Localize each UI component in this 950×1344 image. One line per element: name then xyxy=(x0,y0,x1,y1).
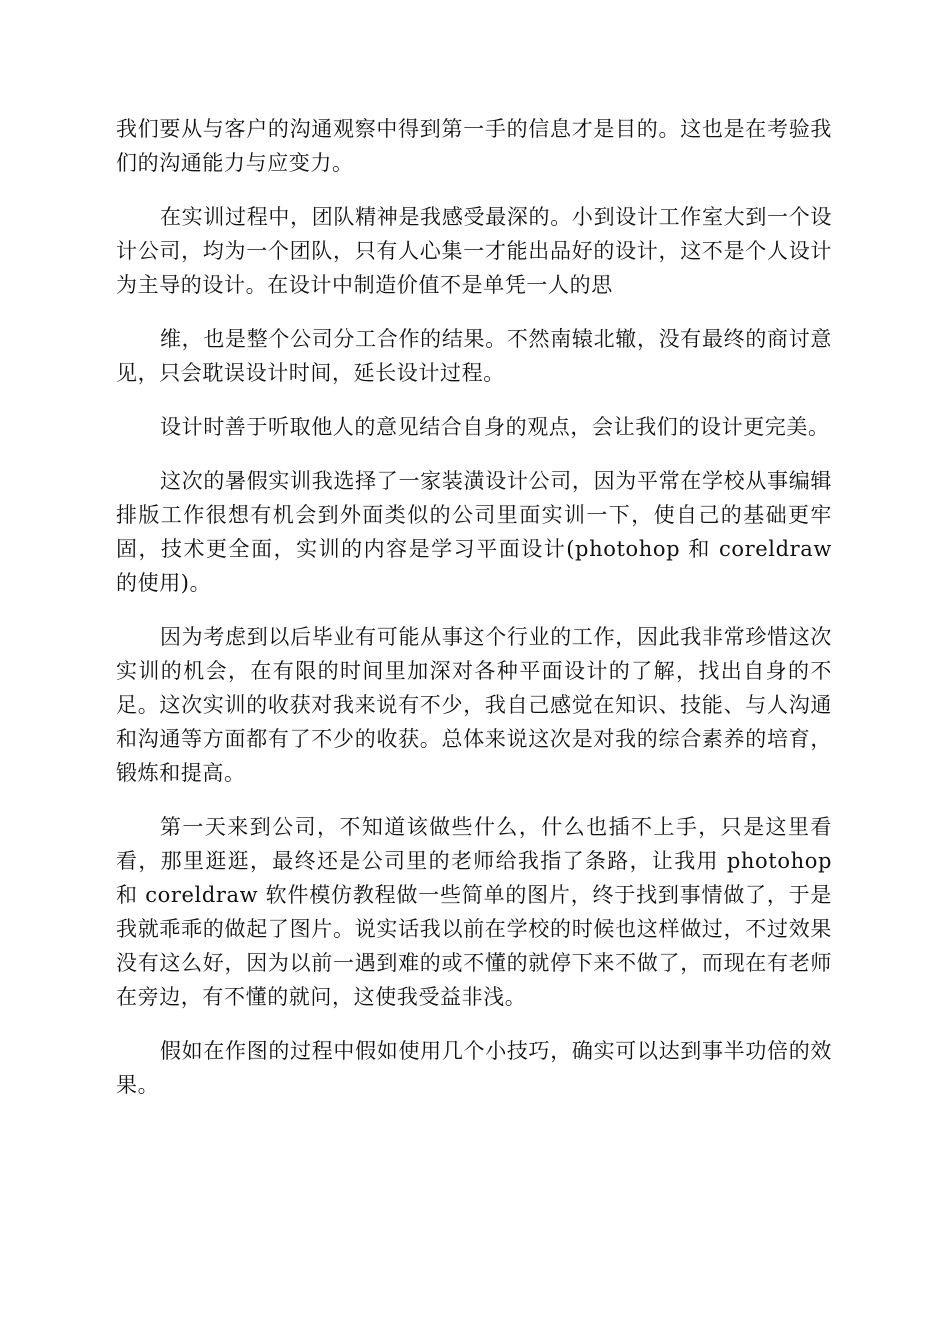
paragraph-2: 在实训过程中，团队精神是我感受最深的。小到设计工作室大到一个设计公司，均为一个团队，只有人心集一才能出品好的设计，这不是个人设计为主导的设计。在设计中制造价值不是单凭一人的思 xyxy=(116,205,832,297)
paragraph-8: 假如在作图的过程中假如使用几个小技巧，确实可以达到事半功倍的效果。 xyxy=(116,1039,832,1097)
paragraph-1: 我们要从与客户的沟通观察中得到第一手的信息才是目的。这也是在考验我们的沟通能力与应变力。 xyxy=(116,117,832,175)
paragraph-7: 第一天来到公司，不知道该做些什么，什么也插不上手，只是这里看看，那里逛逛，最终还是公司里的老师给我指了条路，让我用 photohop 和 coreldraw 软件模仿教程做一些简单的图片，终于找到事情做了，于是我就乖乖的做起了图片。说实话我以前在学校的时候也这样做过，不过效果没有这么好，因为以前一遇到难的或不懂的就停下来不做了，而现在有老师在旁边，有不懂的就问，这使我受益非浅。 xyxy=(116,815,832,1009)
paragraph-3: 维，也是整个公司分工合作的结果。不然南辕北辙，没有最终的商讨意见，只会耽误设计时间，延长设计过程。 xyxy=(116,327,832,385)
document-body xyxy=(116,112,832,1122)
paragraph-5: 这次的暑假实训我选择了一家装潢设计公司，因为平常在学校从事编辑排版工作很想有机会到外面类似的公司里面实训一下，使自己的基础更牢固，技术更全面，实训的内容是学习平面设计(photohop 和 coreldraw 的使用)。 xyxy=(116,469,832,595)
paragraph-4: 设计时善于听取他人的意见结合自身的观点，会让我们的设计更完美。 xyxy=(160,415,830,439)
paragraph-6: 因为考虑到以后毕业有可能从事这个行业的工作，因此我非常珍惜这次实训的机会，在有限的时间里加深对各种平面设计的了解，找出自身的不足。这次实训的收获对我来说有不少，我自己感觉在知识、技能、与人沟通和沟通等方面都有了不少的收获。总体来说这次是对我的综合素养的培育，锻炼和提高。 xyxy=(116,625,832,785)
